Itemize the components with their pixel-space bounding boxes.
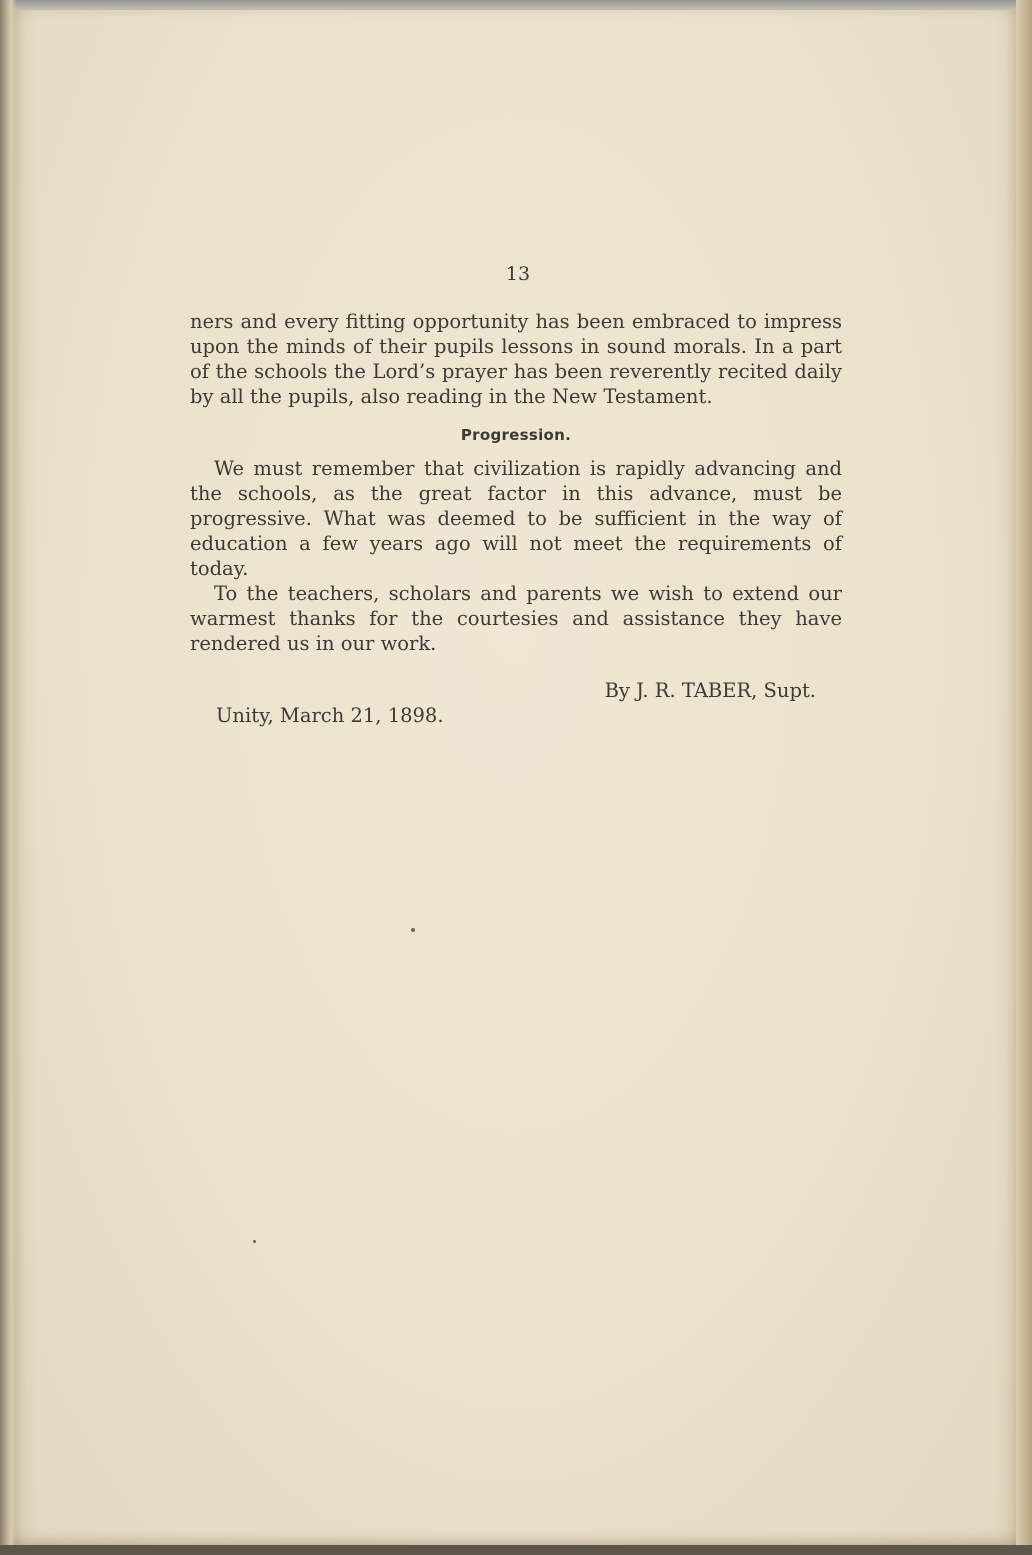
binding-spine [0, 0, 16, 1555]
paper-speck [411, 928, 415, 932]
thanks-paragraph: To the teachers, scholars and parents we wish to extend our warmest thanks for the courtesies and assistance they have rendered us in our work. [190, 582, 842, 655]
signature-line: By J. R. TABER, Supt. [604, 679, 816, 702]
continued-paragraph: ners and every fitting opportunity has been embraced to impress upon the minds of their pupils lessons in sound morals. In a part of the schools the Lord’s prayer has been reverently recited daily by all the pupils, also reading in the New Testament. [190, 310, 842, 408]
section-heading: Progression. [460, 426, 572, 444]
place-date-line: Unity, March 21, 1898. [216, 704, 444, 727]
progression-paragraph: We must remember that civilization is rapidly advancing and the schools, as the great factor in this advance, must be progressive. What was deemed to be sufficient in the way of education a few years ago will not meet the requirements of today. [190, 457, 842, 580]
page-number: 13 [505, 263, 531, 285]
page-text [190, 262, 842, 728]
paper-speck [253, 1240, 256, 1243]
document-page [8, 10, 1018, 1545]
scan-bottom-edge [0, 1545, 1032, 1555]
page-right-edge [1016, 0, 1032, 1555]
